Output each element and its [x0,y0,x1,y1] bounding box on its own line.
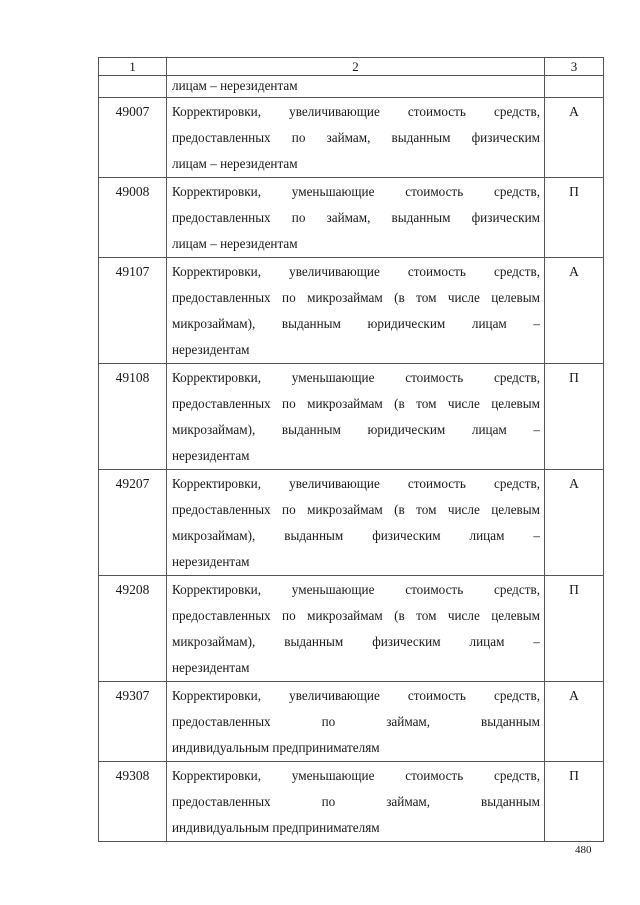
table-row [99,364,604,470]
account-type: А [569,476,579,491]
description-line: Корректировки, увеличивающие стоимость средств, [172,264,540,279]
page-number: 480 [575,844,592,856]
account-type: А [569,688,579,703]
description-line: предоставленных по займам, выданным физическим [172,130,540,145]
continuation-text: лицам – нерезидентам [172,78,298,93]
header-col-1: 1 [99,58,167,76]
account-code: 49207 [115,476,150,491]
table-row [99,470,604,576]
description-line: микрозаймам), выданным юридическим лицам – [172,316,540,331]
header-col-3: 3 [545,58,604,76]
description-line: предоставленных по микрозаймам (в том числе целевым [172,290,540,305]
table-row [99,98,604,178]
description-line: предоставленных по микрозаймам (в том числе целевым [172,396,540,411]
description-line: Корректировки, уменьшающие стоимость средств, [172,768,540,783]
account-code: 49107 [115,264,150,279]
table-row [99,178,604,258]
description-line: микрозаймам), выданным физическим лицам – [172,634,540,649]
table-row [99,258,604,364]
account-type: П [569,184,579,199]
account-code: 49307 [115,688,150,703]
header-col-2: 2 [167,58,545,76]
description-line: нерезидентам [172,448,250,463]
account-type: А [569,104,579,119]
description-line: Корректировки, увеличивающие стоимость средств, [172,476,540,491]
description-line: нерезидентам [172,660,250,675]
description-line: предоставленных по микрозаймам (в том числе целевым [172,608,540,623]
description-line: индивидуальным предпринимателям [172,820,380,835]
description-line: предоставленных по займам, выданным физическим [172,210,540,225]
description-line: предоставленных по займам, выданным [172,714,540,729]
description-line: индивидуальным предпринимателям [172,740,380,755]
account-code: 49108 [115,370,150,385]
continuation-row [99,76,604,98]
description-line: Корректировки, уменьшающие стоимость средств, [172,370,540,385]
description-line: предоставленных по займам, выданным [172,794,540,809]
table-row [99,682,604,762]
account-code: 49208 [115,582,150,597]
description-line: Корректировки, уменьшающие стоимость средств, [172,582,540,597]
account-code: 49308 [115,768,150,783]
table-row [99,576,604,682]
account-code: 49007 [115,104,150,119]
description-line: Корректировки, уменьшающие стоимость средств, [172,184,540,199]
account-type: П [569,370,579,385]
description-line: нерезидентам [172,554,250,569]
account-type: А [569,264,579,279]
description-line: лицам – нерезидентам [172,156,298,171]
table-row [99,762,604,842]
account-type: П [569,582,579,597]
description-line: микрозаймам), выданным физическим лицам – [172,528,540,543]
description-line: микрозаймам), выданным юридическим лицам – [172,422,540,437]
account-type: П [569,768,579,783]
description-line: лицам – нерезидентам [172,236,298,251]
account-code: 49008 [115,184,150,199]
table-header-row [99,58,604,76]
description-line: Корректировки, увеличивающие стоимость средств, [172,688,540,703]
accounts-table [98,57,604,842]
description-line: Корректировки, увеличивающие стоимость средств, [172,104,540,119]
description-line: нерезидентам [172,342,250,357]
description-line: предоставленных по микрозаймам (в том числе целевым [172,502,540,517]
